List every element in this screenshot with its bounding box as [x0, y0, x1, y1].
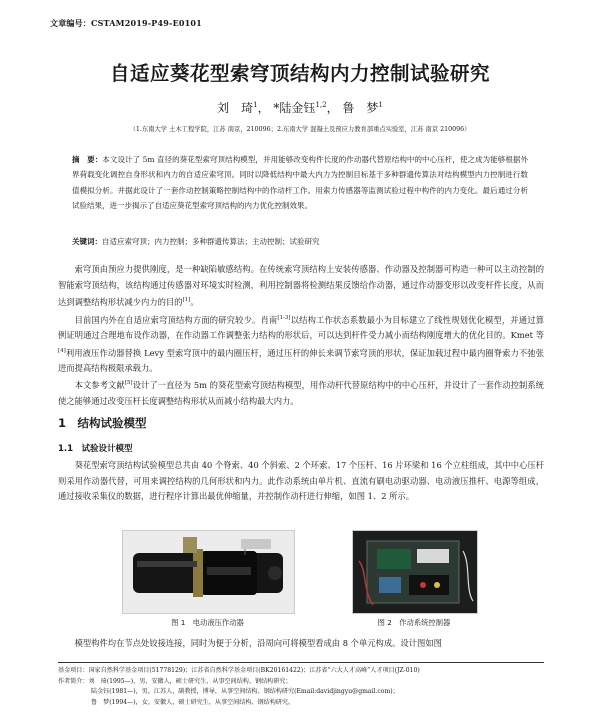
author-name: 鲁 梦 [342, 101, 379, 115]
paragraph: 本文参考文献[5]设计了一直径为 5m 的葵花型索穹顶结构模型，用作动杆代替原结构中的中心压杆，并设计了一套作动控制系统使之能够通过改变压杆长度调整结构形状从而减小结构最大内力。 [58, 380, 544, 406]
footnote-author-bio: 陆金钰(1981—)，男，江苏人，副教授，博导，从事空间结构、钢结构研究(Email:davidjingyu@gmail.com)； [91, 688, 399, 695]
section-body [58, 458, 544, 505]
keywords-text: 自适应索穹顶；内力控制；多种群遗传算法；主动控制；试验研究 [102, 237, 320, 246]
abstract-label: 摘 要： [72, 155, 103, 164]
author-name: *陆金钰 [273, 101, 316, 115]
author-list: 刘 琦$^1$， *陆金钰$^{1,2}$， 鲁 梦$^1$ [217, 101, 383, 115]
footnote-funding: 基金项目：国家自然科学基金项目(51778129)；江苏省自然科学基金项目(BK20161422)；江苏省“六大人才高峰”人才项目(JZ-010) [58, 667, 420, 674]
paragraph: 目前国内外在自适应索穹顶结构方面的研究较少。肖南[1-3]以结构工作状态系数最小为目标建立了线性规划优化模型，并通过算例证明通过合理地布设作动器，在作动器工作调整张力结构的形状后，可以达到杆件受力减小而结构刚度增大的优化目的。Kmet 等[4]利用液压作动器替换 Levy 型索穹顶中的最内圈压杆，通过压杆的伸长来调节索穹顶的形状，保证加载过程中最内圈脊索力不弛张进而提高结构极限承载力。 [58, 314, 544, 373]
figure-caption: 图 2 作动系统控制器 [377, 618, 451, 627]
paragraph: 葵花型索穹顶结构试验模型总共由 40 个脊索、40 个斜索、2 个环索、17 个压杆、16 片环梁和 16 个立柱组成，其中中心压杆则采用作动器代替，可用来调控结构的几何形状和内力。此作动系统由单片机、直流有刷电动驱动器、电动液压推杆、电源等组成，通过接收采集仪的数据，进行程序计算出最优伸缩量，并控制作动杆进行伸缩，如图 1、2 所示。 [58, 460, 544, 502]
footnotes [58, 666, 544, 708]
figure-actuator-photo [122, 530, 295, 614]
introduction [58, 262, 544, 409]
author-name: 刘 琦 [217, 101, 254, 115]
section-heading: 1 结构试验模型 [58, 416, 147, 430]
author-affil-mark: 1 [253, 101, 258, 109]
controller-illustration [353, 531, 477, 613]
keywords [72, 234, 528, 249]
keywords-label: 关键词： [72, 237, 102, 246]
footnote-author-bio: 鲁 梦(1994—)，女，安徽人，硕士研究生，从事空间结构、钢结构研究。 [91, 698, 295, 706]
footnote-divider [58, 662, 544, 663]
paper-title: 自适应葵花型索穹顶结构内力控制试验研究 [109, 62, 490, 85]
figure-controller-photo [352, 530, 478, 614]
actuator-illustration [123, 531, 294, 613]
author-affil-mark: 1 [378, 101, 383, 109]
author-affil-mark: 1,2 [315, 101, 327, 109]
subsection-heading: 1.1 试验设计模型 [58, 444, 133, 454]
footnote-author-bio: 作者简介：刘 琦(1995—)，男，安徽人，硕士研究生，从事空间结构、钢结构研究； [58, 677, 292, 685]
affiliation: （1.东南大学 土木工程学院，江苏 南京，210096；2.东南大学 混凝土及预应力教育部重点实验室，江苏 南京 210096） [129, 126, 471, 133]
citation: [4] [58, 347, 66, 354]
paragraph: 索穹顶由预应力提供刚度，是一种缺陷敏感结构。在传统索穹顶结构上安装传感器、作动器及控制器可构造一种可以主动控制的智能索穹顶结构，该结构通过传感器对环境实时检测，利用控制器将检测结果反馈给作动器，通过作动器变形以改变杆件长度，从而达到调整结构形状减少内力的目的[1]。 [58, 264, 544, 307]
abstract-text: 本文设计了 5m 直径的葵花型索穹顶结构模型，并用能够改变构件长度的作动器代替原结构中的中心压杆，使之成为能够根据外界荷载变化调控自身形状和内力的自适应索穹顶。同时以降低结构中最大内力为控制目标基于多种群遗传算法对结构模型内力控制进行数值模拟分析。并据此设计了一套作动控制策略控制结构中的作动杆工作。用索力传感器等监测试验过程中构件的内力变化。最后通过分析试验结果，进一步揭示了自适应葵花型索穹顶结构的内力优化控制效果。 [72, 155, 528, 211]
citation: [1] [182, 297, 191, 304]
citation: [5] [124, 380, 133, 387]
section-body-continued [58, 636, 544, 652]
figure-caption: 图 1 电动液压作动器 [171, 618, 244, 627]
citation: [1-3] [277, 314, 291, 321]
abstract [72, 152, 528, 214]
paragraph: 模型构件均在节点处铰接连接，同时为便于分析，沿周向可将模型看成由 8 个单元构成。设计图如图 [74, 638, 442, 648]
article-number: 文章编号：CSTAM2019-P49-E0101 [50, 18, 202, 28]
